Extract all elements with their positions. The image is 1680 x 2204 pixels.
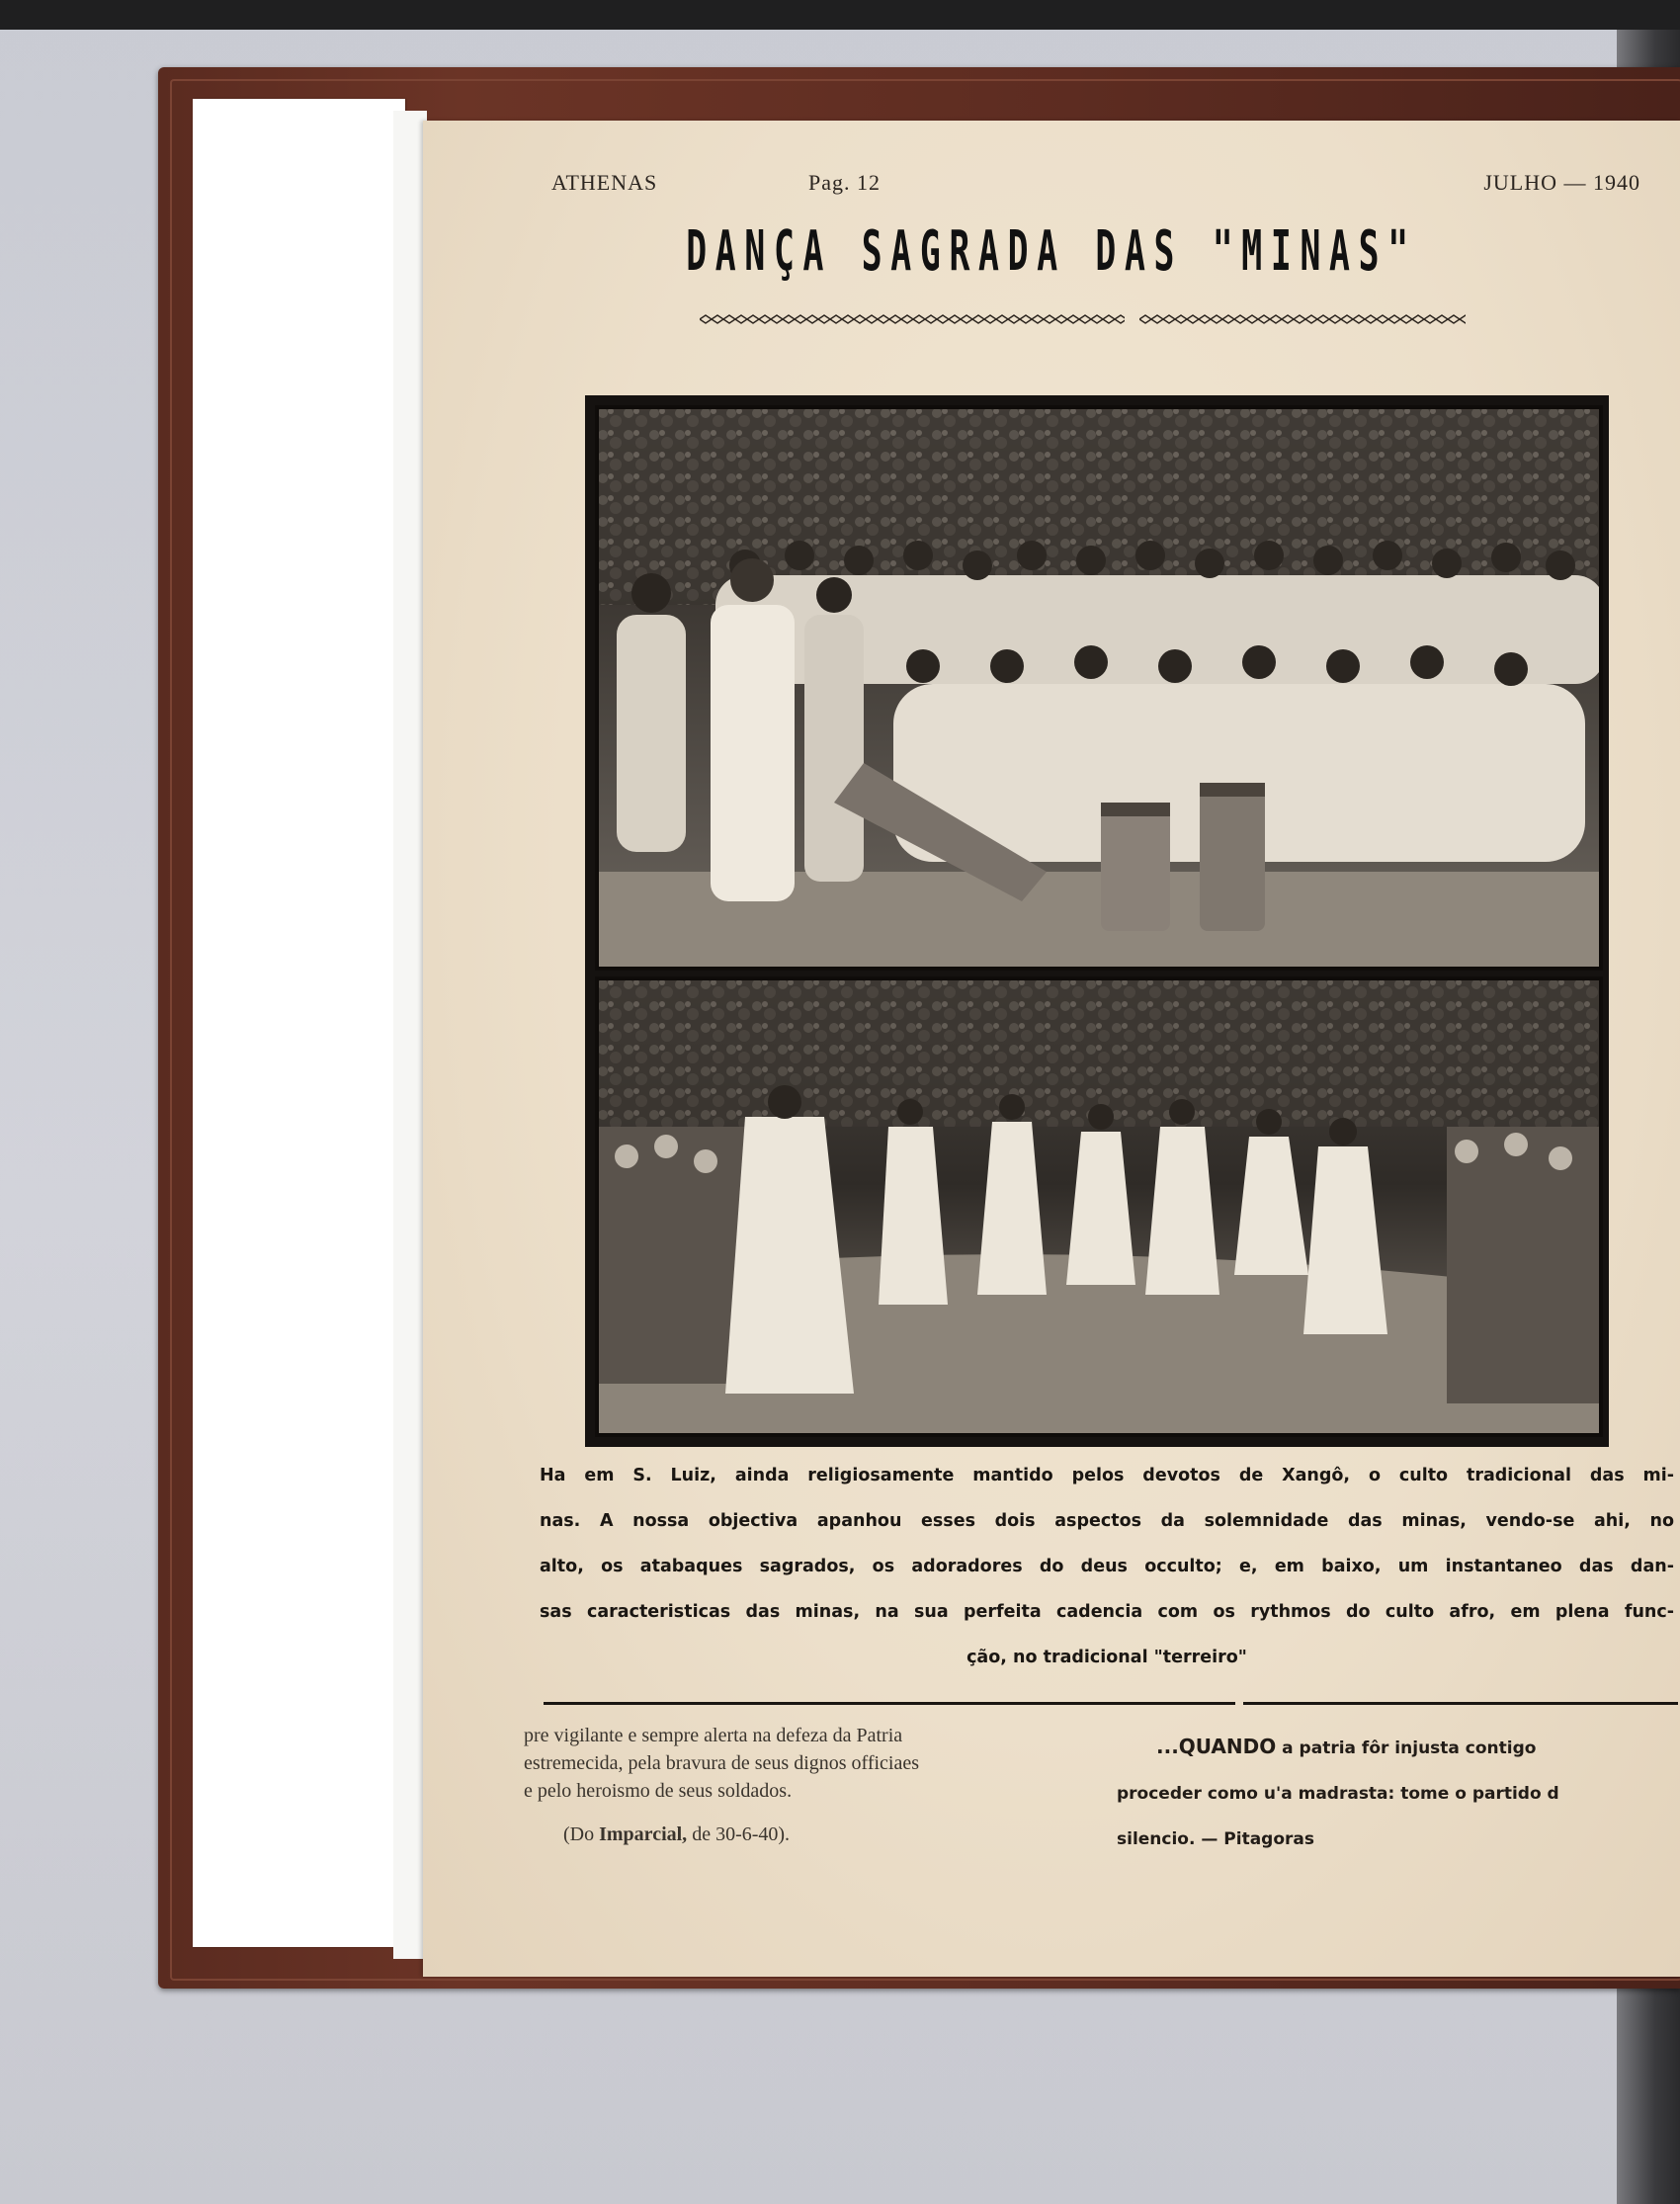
quote-line-3: silencio. — Pitagoras bbox=[1117, 1829, 1314, 1849]
title-ornament-right bbox=[1139, 314, 1466, 324]
page-number: Pag. 12 bbox=[808, 170, 881, 195]
text-line: pre vigilante e sempre alerta na defeza da Patria bbox=[524, 1725, 903, 1746]
photo-dancers bbox=[595, 976, 1603, 1437]
source-citation bbox=[524, 1821, 1097, 1848]
divider-rule-right bbox=[1243, 1702, 1678, 1705]
photo-caption bbox=[540, 1453, 1674, 1680]
right-column-quote bbox=[1117, 1724, 1680, 1862]
caption-line: ção, no tradicional "terreiro" bbox=[966, 1648, 1247, 1667]
text-line: e pelo heroismo de seus soldados. bbox=[524, 1780, 793, 1802]
caption-line: alto, os atabaques sagrados, os adoradores do deus occulto; e, em baixo, um instantaneo das dan- bbox=[540, 1557, 1674, 1576]
publication-name: ATHENAS bbox=[551, 170, 658, 195]
quote-line-1: a patria fôr injusta contigo bbox=[1282, 1738, 1537, 1758]
text-line: estremecida, pela bravura de seus dignos officiaes bbox=[524, 1752, 920, 1774]
caption-line: nas. A nossa objectiva apanhou esses dois aspectos da solemnidade das minas, vendo-se ahi, no bbox=[540, 1511, 1674, 1531]
photo-drummers bbox=[595, 405, 1603, 971]
quote-lead: ...QUANDO bbox=[1156, 1735, 1277, 1758]
quote-line bbox=[1117, 1724, 1680, 1771]
magazine-page bbox=[423, 121, 1680, 1977]
left-column-text bbox=[524, 1722, 1097, 1848]
title-ornament-left bbox=[700, 314, 1125, 324]
photo-frame bbox=[585, 395, 1609, 1447]
scan-top-edge bbox=[0, 0, 1680, 30]
divider-rule-left bbox=[544, 1702, 1235, 1705]
caption-line: sas caracteristicas das minas, na sua perfeita cadencia com os rythmos do culto afro, em plena func- bbox=[540, 1602, 1674, 1622]
caption-line: Ha em S. Luiz, ainda religiosamente mantido pelos devotos de Xangô, o culto tradicional das mi- bbox=[540, 1466, 1674, 1485]
issue-date: JULHO — 1940 bbox=[1483, 170, 1640, 195]
source-name: Imparcial, bbox=[599, 1823, 688, 1845]
page-title: DANÇA SAGRADA DAS "MINAS" bbox=[686, 219, 1417, 284]
blank-leaf-edge bbox=[393, 111, 427, 1959]
blank-leaf bbox=[193, 99, 405, 1947]
quote-line-2: proceder como u'a madrasta: tome o partido d bbox=[1117, 1784, 1559, 1804]
source-suffix: de 30-6-40). bbox=[692, 1823, 791, 1845]
source-prefix: (Do bbox=[563, 1823, 595, 1845]
